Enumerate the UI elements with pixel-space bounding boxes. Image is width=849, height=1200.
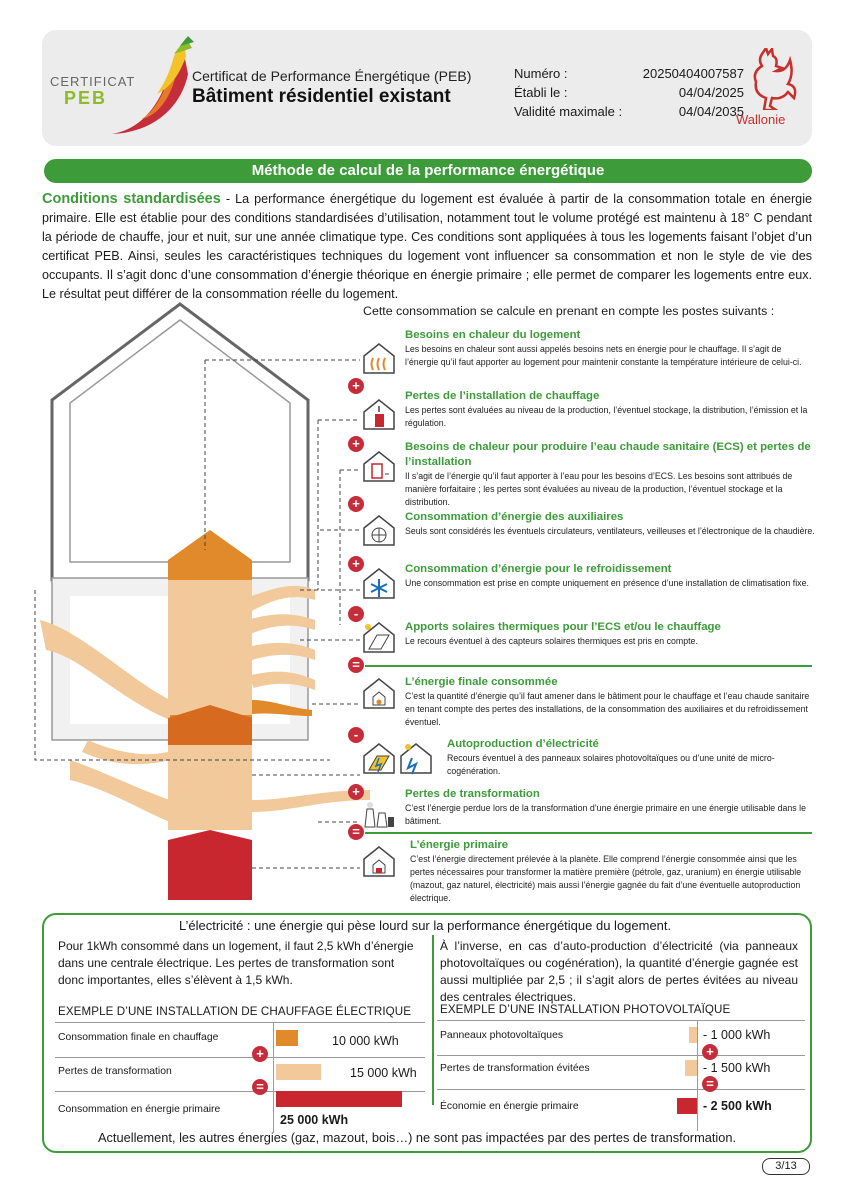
heating-loss-icon [361, 396, 397, 432]
meta-row-validite [514, 102, 744, 121]
equals-sign-icon: = [348, 657, 364, 673]
poste-energie-finale [405, 675, 817, 729]
poste-desc: C’est la quantité d’énergie qu’il faut amener dans le bâtiment pour le chauffage et l’eau chaude sanitaire en tenant compte des pertes des installations, de la consommation des auxiliaires et du refroidissement éventuel. [405, 691, 810, 727]
logo-line2: PEB [64, 88, 108, 108]
building-type: Bâtiment résidentiel existant [192, 86, 451, 107]
left-example-title: EXEMPLE D’UNE INSTALLATION DE CHAUFFAGE ÉLECTRIQUE [58, 1005, 412, 1018]
poste-title: L’énergie finale consommée [405, 676, 558, 688]
meta-row-numero [514, 64, 744, 83]
primary-energy-icon [361, 843, 397, 879]
cogeneration-icon [398, 740, 434, 776]
poste-desc: Le recours éventuel à des capteurs solaires thermiques est pris en compte. [405, 636, 698, 646]
plus-sign-icon: + [348, 556, 364, 572]
poste-title: Pertes de l’installation de chauffage [405, 390, 600, 402]
value-savings: - 2 500 kWh [703, 1099, 772, 1113]
plus-sign-icon: + [348, 496, 364, 512]
value-pv: - 1 000 kWh [703, 1028, 771, 1042]
rooster-icon [742, 48, 800, 110]
meta-value: 04/04/2025 [678, 85, 744, 100]
plus-sign-icon: + [348, 436, 364, 452]
section-banner: Méthode de calcul de la performance énergétique [44, 159, 812, 183]
hot-water-icon [361, 448, 397, 484]
right-bar-avoided [685, 1060, 697, 1076]
meta-value: 20250404007587 [642, 66, 744, 81]
value-consumption: 10 000 kWh [332, 1034, 399, 1048]
equals-sign-icon: = [348, 824, 364, 840]
poste-energie-primaire [410, 838, 815, 905]
left-explanation: Pour 1kWh consommé dans un logement, il faut 2,5 kWh d’énergie dans une centrale électrique. Les pertes de transformation sont donc importantes, elles s’élèvent à 1,5 kWh. [58, 939, 414, 987]
right-explanation: À l’inverse, en cas d’auto-production d’électricité (via panneaux photovoltaïques ou cogénération), la quantité d’énergie gagnée est aussi multipliée par 2,5 ; il s’agit alors de pertes évitées au niveau des centrales électriques. [440, 939, 798, 1004]
poste-pertes-chauffage [405, 389, 817, 430]
plus-sign-icon: + [702, 1044, 718, 1060]
power-plant-icon [361, 795, 397, 831]
plus-sign-icon: + [348, 784, 364, 800]
poste-title: Consommation d’énergie pour le refroidissement [405, 563, 672, 575]
poste-title: Besoins de chaleur pour produire l’eau chaude sanitaire (ECS) et pertes de l’installation [405, 441, 811, 468]
poste-besoins-chaleur [405, 328, 817, 369]
poste-desc: Les besoins en chaleur sont aussi appelés besoins nets en énergie pour le chauffage. Il s’agit de l’énergie qu’il faut apporter au logement pour maintenir constante la température intérieure de celui-ci. [405, 344, 802, 367]
separator [365, 832, 812, 834]
minus-sign-icon: - [348, 727, 364, 743]
row-label: Consommation finale en chauffage [58, 1032, 219, 1043]
row-label: Consommation en énergie primaire [58, 1104, 221, 1115]
poste-solaire-thermique [405, 620, 817, 648]
left-bar-primary [276, 1091, 402, 1107]
poste-auxiliaires [405, 510, 817, 538]
poste-desc: C’est l’énergie directement prélevée à la planète. Elle comprend l’énergie consommée ainsi que les pertes nécessaires pour transformer la matière première (pétrole, gaz, uranium) en énergie utilisable (mazout, gaz naturel, électricité) mais aussi l’énergie gagnée du fait d’une éventuelle autoproduction électrique. [410, 854, 802, 903]
value-avoided: - 1 500 kWh [703, 1061, 771, 1075]
intro-lead: Conditions standardisées [42, 191, 221, 207]
equals-sign-icon: = [252, 1079, 268, 1095]
poste-ecs [405, 440, 817, 509]
meta-row-etabli [514, 83, 744, 102]
footer-note: Actuellement, les autres énergies (gaz, mazout, bois…) ne sont pas impactées par des pertes de transformation. [98, 1130, 737, 1145]
meta-label: Validité maximale : [514, 104, 623, 119]
right-bar-pv [689, 1027, 697, 1043]
intro-text: - La performance énergétique du logement est évaluée à partir de la consommation totale en énergie primaire. Elle est établie pour des conditions standardisées d’utilisation, notamment tout le volume protégé est maintenu à 18° C pendant la période de chauffe, jour et nuit, sur une année climatique type. Ces conditions sont appliquées à tous les logements faisant l’objet d’un certificat PEB. Ainsi, seules les caractéristiques techniques du logement vont influencer sa consommation et non le style de vie des occupants. Il s’agit donc d’une consommation d’énergie théorique en énergie primaire ; elle permet de comparer les logements entre eux. Le résultat peut différer de la consommation réelle du logement. [42, 192, 812, 301]
solar-thermal-icon [361, 619, 397, 655]
meta-value: 04/04/2035 [678, 104, 744, 119]
poste-title: Apports solaires thermiques pour l’ECS et/ou le chauffage [405, 621, 721, 633]
poste-autoproduction [447, 737, 817, 778]
page-number: 3/13 [762, 1158, 810, 1175]
auxiliaries-icon [361, 512, 397, 548]
certificate-meta [514, 64, 744, 121]
row-label: Économie en énergie primaire [440, 1101, 579, 1112]
poste-desc: Il s’agit de l’énergie qu’il faut apporter à l’eau pour les besoins d’ECS. Les besoins sont attribués de manière forfaitaire ; les pertes sont évaluées au niveau de la production, l’éventuel stockage et la distribution. [405, 471, 793, 507]
meta-label: Établi le : [514, 85, 568, 100]
plus-sign-icon: + [252, 1046, 268, 1062]
certificate-title: Certificat de Performance Énergétique (PEB) [192, 68, 472, 84]
minus-sign-icon: - [348, 606, 364, 622]
poste-title: Autoproduction d’électricité [447, 738, 599, 750]
electricity-title: L’électricité : une énergie qui pèse lourd sur la performance énergétique du logement. [175, 918, 675, 933]
intro-paragraph [42, 190, 812, 304]
row-label: Panneaux photovoltaïques [440, 1030, 564, 1041]
heat-need-icon [361, 340, 397, 376]
poste-title: Consommation d’énergie des auxiliaires [405, 511, 624, 523]
region-name: Wallonie [736, 112, 786, 127]
value-losses: 15 000 kWh [350, 1066, 417, 1080]
postes-intro: Cette consommation se calcule en prenant en compte les postes suivants : [363, 304, 775, 318]
cooling-icon [361, 565, 397, 601]
poste-desc: C’est l’énergie perdue lors de la transformation d’une énergie primaire en une énergie utilisable dans le bâtiment. [405, 803, 806, 826]
photovoltaic-icon [361, 740, 397, 776]
final-energy-icon [361, 675, 397, 711]
poste-desc: Les pertes sont évaluées au niveau de la production, l’éventuel stockage, la distribution, l’émission et la régulation. [405, 405, 808, 428]
poste-desc: Seuls sont considérés les éventuels circulateurs, ventilateurs, veilleuses et l’électronique de la chaudière. [405, 526, 815, 536]
row-label: Pertes de transformation évitées [440, 1063, 590, 1074]
row-label: Pertes de transformation [58, 1066, 172, 1077]
certificate-header [42, 30, 812, 146]
poste-pertes-transformation [405, 787, 817, 828]
plus-sign-icon: + [348, 378, 364, 394]
equals-sign-icon: = [702, 1076, 718, 1092]
logo-line1: CERTIFICAT [50, 74, 136, 89]
left-bar-consumption [276, 1030, 298, 1046]
poste-desc: Une consommation est prise en compte uniquement en présence d’une installation de climatisation fixe. [405, 578, 809, 588]
separator [365, 665, 812, 667]
column-divider [432, 935, 434, 1105]
poste-refroidissement [405, 562, 817, 590]
poste-title: Pertes de transformation [405, 788, 540, 800]
value-primary: 25 000 kWh [280, 1113, 349, 1127]
poste-desc: Recours éventuel à des panneaux solaires photovoltaïques ou d’une unité de micro-cogénération. [447, 753, 775, 776]
poste-title: L’énergie primaire [410, 839, 509, 851]
left-bar-losses [276, 1064, 321, 1080]
right-bar-savings [677, 1098, 697, 1114]
poste-title: Besoins en chaleur du logement [405, 329, 581, 341]
right-example-title: EXEMPLE D’UNE INSTALLATION PHOTOVOLTAÏQUE [440, 1003, 731, 1016]
meta-label: Numéro : [514, 66, 568, 81]
